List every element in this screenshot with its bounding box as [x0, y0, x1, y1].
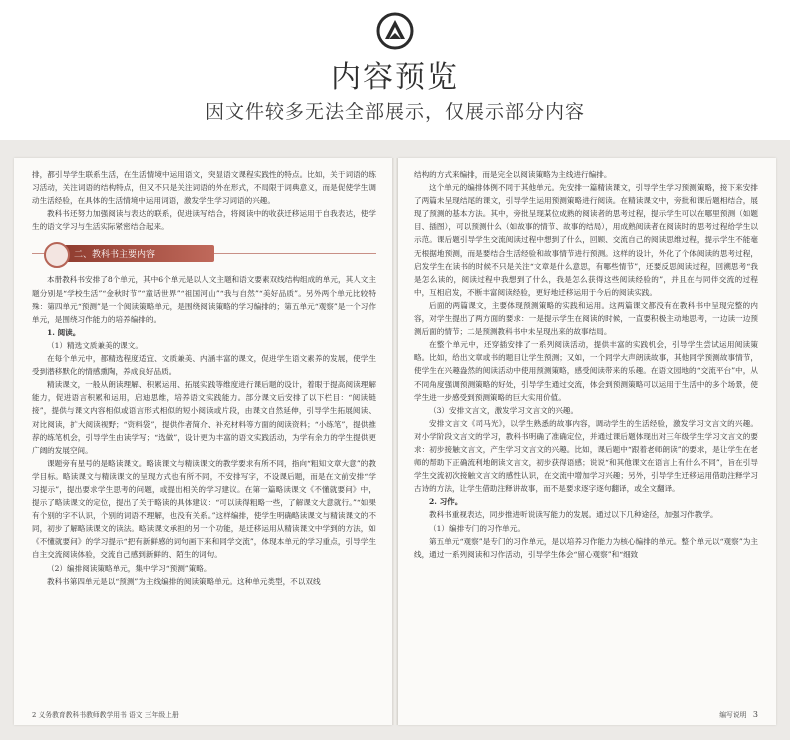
paragraph: 后面的两篇课文，主要体现预测策略的实践和运用。这两篇课文都没有在教科书中呈现完整的内容，对学生提出了两方面的要求：一是提示学生在阅读的时候，一直要积极主动地思考，一边读一边预测后面的情节；二是预测教科书中未呈现出来的故事结局。 [414, 300, 758, 337]
subheading: 2. 习作。 [429, 497, 463, 507]
page-title: 内容预览 [331, 60, 459, 95]
subheading: （1）精选文质兼美的课文。 [47, 340, 143, 350]
page-number: 3 [752, 710, 758, 719]
right-folio-label: 编写说明 [719, 711, 747, 719]
preview-header [0, 0, 790, 140]
paragraph: 教科书还努力加强阅读与表达的联系，促进读写结合，将阅读中的收获迁移运用于自我表达，使学生的语文学习与生活实际紧密结合起来。 [32, 209, 376, 232]
subheading: （3）安排文言文，激发学习文言文的兴趣。 [429, 405, 579, 415]
left-folio: 2 义务教育教科书教师教学用书 语文 三年级上册 [32, 711, 179, 719]
paragraph: 精读课文，一般从朗读理解、积累运用、拓展实践等维度进行课后题的设计，着眼于提高阅读理解能力，促进语言积累和运用，启迪思维，培养语文实践能力。部分课文后安排了以下栏目：“阅读链接”，提供与课文内容相似或语言形式相似的短小阅读或片段，由课文自然延伸，引导学生拓展阅读、对比阅读，扩大阅读视野；“资料袋”，提供作者简介、补充材料等方面的阅读资料；“小练笔”，提供推荐的练笔机会，引导学生由读学写；“选做”，设计更为丰富的语文实践活动，为学有余力的学生提供更广阔的发展空间。 [32, 380, 376, 455]
paragraph: 教科书重视表达，同步推进听说读写能力的发展。通过以下几种途径，加强习作教学。 [429, 510, 718, 520]
right-folio [719, 709, 758, 719]
triangle-badge-icon [376, 12, 414, 50]
paragraph: 这个单元的编排体例不同于其他单元。先安排一篇精读课文，引导学生学习预测策略，接下来安排了两篇未呈现结尾的课文，引导学生运用预测策略进行阅读。在精读课文中，旁批和课后题相结合，展现了预测的基本方法。其中，旁批呈现某位成熟的阅读者的思考过程，提示学生可以在哪里预测（如题目、插图），可以预测什么（如故事的情节、故事的结局），用成熟阅读者在阅读时的思考过程给学生以示范。课后题引导学生交流阅读过程中想到了什么，回顾、交流自己的阅读思维过程，提示学生不能毫无根据地预测，而是要结合生活经验和故事情节进行预测。这样的设计，外化了个体阅读的思考过程，启发学生在读书的时候不只是关注“文章是什么意思，有哪些情节”，还要反思阅读过程，回溯思考“我是怎么读的，阅读过程中我想到了什么，我是怎么获得这些阅读经验的”，并且在与同伴交流的过程中，互相启发，不断丰富阅读经验，更好地迁移运用于今后的阅读实践。 [414, 183, 758, 297]
section-heading [32, 242, 376, 266]
paragraph: 在整个单元中，还穿插安排了一系列阅读活动，提供丰富的实践机会，引导学生尝试运用阅读策略。比如，给出文章或书的题目让学生预测；又如，一个同学大声朗读故事，其他同学预测故事情节，使学生在兴趣盎然的阅读活动中使用预测策略，感受阅读带来的乐趣。在语文园地的“交流平台”中，从不同角度强调预测策略的好处，引导学生通过交流，体会到预测策略可以运用于生活中的多个场景，使学生进一步感受到预测策略的巨大实用价值。 [414, 340, 758, 402]
paragraph: 课题旁有星号的是略读课文。略读课文与精读课文的教学要求有所不同，指向“粗知文章大意”的教学目标。略读课文与精读课文的呈现方式也有所不同，不安排写字，不设课后题，而是在文前安排“学习提示”，提出要求学生思考的问题，或提出相关的学习建议。在第一篇略读课文《不懂就要问》中，提示了略读课文的定位，提出了关于略读的具体建议：“可以读得粗略一些，了解课文大意就行。”“如果有个别的字不认识，个别的词语不理解，也没有关系。”这样编排，使学生明确略读课文与精读课文的不同，初步了解略读课文的读法。略读课文承担的另一个功能，是迁移运用从精读课文中学到的方法，如《不懂就要问》的学习提示“把有新鲜感的词句画下来和同学交流”，体现本单元的学习重点，引导学生自主交流阅读体验，交流自己感到新鲜的、陌生的词句。 [32, 458, 376, 560]
paragraph: 结构的方式来编排，而是完全以阅读策略为主线进行编排。 [414, 170, 612, 179]
page-subtitle: 因文件较多无法全部展示，仅展示部分内容 [204, 101, 585, 123]
subheading: 1. 阅读。 [47, 327, 81, 337]
book-spread [0, 140, 790, 740]
paragraph: 在每个单元中，都精选程度适宜、文质兼美、内涵丰富的课文，促进学生语文素养的发展，使学生受到潜移默化的情感熏陶，养成良好品质。 [32, 354, 376, 377]
left-page [14, 158, 392, 725]
subheading: （1）编排专门的习作单元。 [429, 523, 525, 533]
subheading: （2）编排阅读策略单元，集中学习“预测”策略。 [47, 563, 212, 573]
paragraph: 本册教科书安排了8个单元，其中6个单元是以人文主题和语文要素双线结构组成的单元，其人文主题分别是“学校生活”“金秋时节”“童话世界”“祖国河山”“我与自然”“美好品质”。另外两个单元比较特殊：第四单元“预测”是一个阅读策略单元，是围绕阅读策略的学习编排的；第五单元“观察”是一个习作单元，是围绕习作能力的培养编排的。 [32, 275, 376, 324]
right-page [398, 158, 776, 725]
paragraph: 教科书第四单元是以“预测”为主线编排的阅读策略单元。这种单元类型，不以双线 [47, 576, 321, 586]
paragraph: 安排文言文《司马光》，以学生熟悉的故事内容，调动学生的生活经验，激发学习文言文的兴趣。对小学阶段文言文的学习，教科书明确了准确定位，并通过课后题体现出对三年级学生学习文言文的要求：初步接触文言文，产生学习文言文的兴趣。比如，课后题中“跟着老师朗读”的要求，是让学生在老师的帮助下正确流利地朗读文言文，初步获得语感；说说“和其他课文在语言上有什么不同”，旨在引导学生交流初次接触文言文的感性认识，在交流中增加学习兴趣；另外，引导学生迁移运用借助注释学习古诗的方法，让学生借助注释讲故事，而不是要求逐字逐句翻译，或全文翻译。 [414, 418, 758, 494]
paragraph: 排，都引导学生联系生活，在生活情境中运用语文，突显语文课程实践性的特点。比如，关于词语的练习活动，关注词语的结构特点，但又不只是关注词语的外在形式，不局限于词典意义，而是促使学生调动生活经验，在具体的生活情境中运用词语，激发学生学习词语的兴趣。 [32, 170, 376, 206]
section-title: 二、教科书主要内容 [74, 250, 156, 261]
paragraph: 第五单元“观察”是专门的习作单元，是以培养习作能力为核心编排的单元。整个单元以“观察”为主线，通过一系列阅读和习作活动，引导学生体会“留心观察”和“细致 [414, 536, 758, 559]
section-badge-icon [44, 242, 70, 268]
